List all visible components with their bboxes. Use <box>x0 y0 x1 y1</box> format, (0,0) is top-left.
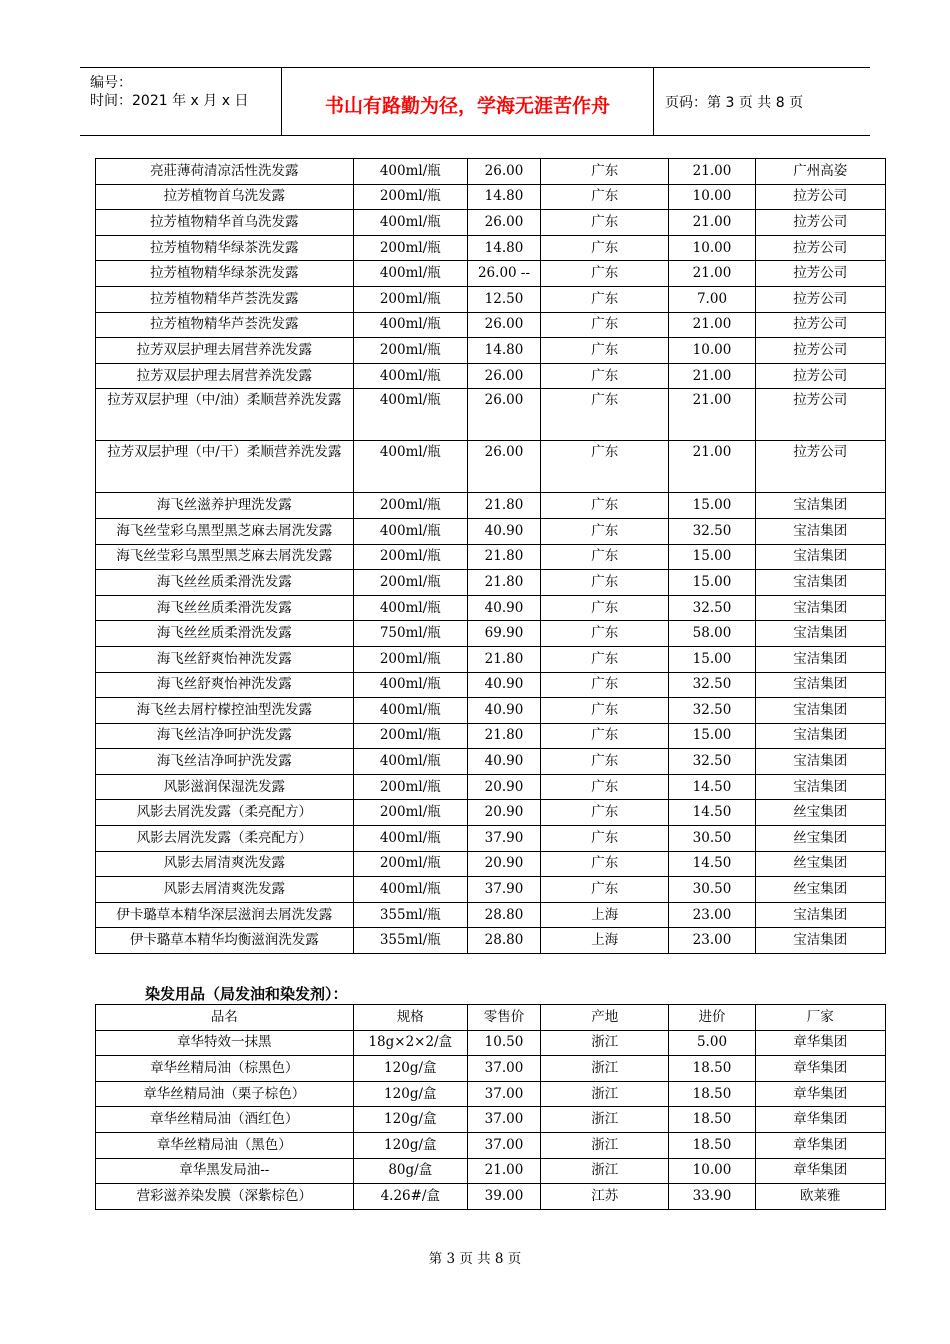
table-cell: 20.90 <box>467 800 540 826</box>
table-cell: 广东 <box>541 210 669 236</box>
table-cell: 章华丝精局油（栗子棕色） <box>96 1081 354 1107</box>
column-header: 规格 <box>353 1005 467 1031</box>
table-cell: 120g/盒 <box>353 1056 467 1082</box>
table-cell: 广东 <box>541 851 669 877</box>
table-cell: 21.80 <box>467 493 540 519</box>
table-row <box>96 184 886 210</box>
table-cell: 章华集团 <box>755 1081 885 1107</box>
table-cell: 58.00 <box>669 621 755 647</box>
section-title-hair-dye: 染发用品（局发油和染发剂）： <box>145 985 348 1003</box>
table-cell: 750ml/瓶 <box>353 621 467 647</box>
table-cell: 宝洁集团 <box>755 902 885 928</box>
table-cell: 26.00 <box>467 210 540 236</box>
table-cell: 宝洁集团 <box>755 646 885 672</box>
table-cell: 120g/盒 <box>353 1107 467 1133</box>
table-cell: 400ml/瓶 <box>353 159 467 185</box>
table-cell: 32.50 <box>669 698 755 724</box>
table-row <box>96 286 886 312</box>
table-cell: 海飞丝丝质柔滑洗发露 <box>96 595 354 621</box>
table-row <box>96 928 886 954</box>
table-cell: 14.80 <box>467 184 540 210</box>
table-row <box>96 595 886 621</box>
table-cell: 200ml/瓶 <box>353 851 467 877</box>
table-cell: 69.90 <box>467 621 540 647</box>
table-row <box>96 235 886 261</box>
table-cell: 37.00 <box>467 1081 540 1107</box>
table-cell: 风影滋润保湿洗发露 <box>96 774 354 800</box>
table-cell: 37.00 <box>467 1132 540 1158</box>
table-cell: 宝洁集团 <box>755 570 885 596</box>
table-cell: 浙江 <box>541 1107 669 1133</box>
table-cell: 丝宝集团 <box>755 851 885 877</box>
table-cell: 营彩滋养染发膜（深紫棕色） <box>96 1184 354 1210</box>
table-cell: 40.90 <box>467 595 540 621</box>
table-cell: 拉芳公司 <box>755 261 885 287</box>
table-cell: 26.00 <box>467 159 540 185</box>
table-cell: 风影去屑洗发露（柔亮配方） <box>96 800 354 826</box>
table-cell: 400ml/瓶 <box>353 389 467 441</box>
table-cell: 32.50 <box>669 595 755 621</box>
table-cell: 400ml/瓶 <box>353 672 467 698</box>
table-cell: 10.00 <box>669 338 755 364</box>
table-cell: 15.00 <box>669 646 755 672</box>
table-cell: 海飞丝洁净呵护洗发露 <box>96 749 354 775</box>
table-row <box>96 800 886 826</box>
column-header: 厂家 <box>755 1005 885 1031</box>
table-cell: 40.90 <box>467 749 540 775</box>
table-cell: 18g×2×2/盒 <box>353 1030 467 1056</box>
table-cell: 宝洁集团 <box>755 672 885 698</box>
table-cell: 广东 <box>541 363 669 389</box>
table-cell: 40.90 <box>467 518 540 544</box>
table-cell: 400ml/瓶 <box>353 261 467 287</box>
table-cell: 33.90 <box>669 1184 755 1210</box>
table-cell: 400ml/瓶 <box>353 441 467 493</box>
table-cell: 宝洁集团 <box>755 595 885 621</box>
table-cell: 32.50 <box>669 518 755 544</box>
table-cell: 海飞丝洁净呵护洗发露 <box>96 723 354 749</box>
table-cell: 200ml/瓶 <box>353 646 467 672</box>
table-cell: 浙江 <box>541 1132 669 1158</box>
table-row <box>96 1132 886 1158</box>
table-cell: 上海 <box>541 928 669 954</box>
time-label: 时间：2021 年 x 月 x 日 <box>90 93 249 109</box>
table-cell: 江苏 <box>541 1184 669 1210</box>
table-cell: 风影去屑清爽洗发露 <box>96 851 354 877</box>
table-cell: 21.80 <box>467 646 540 672</box>
table-cell: 宝洁集团 <box>755 621 885 647</box>
table-cell: 丝宝集团 <box>755 826 885 852</box>
table-cell: 拉芳植物首乌洗发露 <box>96 184 354 210</box>
table-cell: 章华特效一抹黑 <box>96 1030 354 1056</box>
table-row <box>96 646 886 672</box>
table-cell: 拉芳公司 <box>755 286 885 312</box>
table-cell: 37.00 <box>467 1056 540 1082</box>
table-cell: 章华集团 <box>755 1030 885 1056</box>
table-row <box>96 1107 886 1133</box>
table-cell: 章华丝精局油（黑色） <box>96 1132 354 1158</box>
table-cell: 355ml/瓶 <box>353 902 467 928</box>
table-cell: 21.00 <box>467 1158 540 1184</box>
table-row <box>96 1056 886 1082</box>
table-cell: 广东 <box>541 544 669 570</box>
table-cell: 浙江 <box>541 1081 669 1107</box>
table-cell: 10.00 <box>669 235 755 261</box>
table-cell: 20.90 <box>467 851 540 877</box>
table-cell: 14.50 <box>669 851 755 877</box>
table-cell: 21.80 <box>467 544 540 570</box>
table-cell: 355ml/瓶 <box>353 928 467 954</box>
table-cell: 200ml/瓶 <box>353 774 467 800</box>
table-cell: 广州高姿 <box>755 159 885 185</box>
table-cell: 海飞丝莹彩乌黑型黑芝麻去屑洗发露 <box>96 544 354 570</box>
table-cell: 广东 <box>541 518 669 544</box>
table-cell: 章华集团 <box>755 1107 885 1133</box>
table-cell: 广东 <box>541 774 669 800</box>
table-cell: 海飞丝舒爽怡神洗发露 <box>96 672 354 698</box>
table-cell: 200ml/瓶 <box>353 286 467 312</box>
table-cell: 15.00 <box>669 570 755 596</box>
table-cell: 400ml/瓶 <box>353 877 467 903</box>
table-cell: 拉芳双层护理（中/油）柔顺营养洗发露 <box>96 389 354 441</box>
table-cell: 14.50 <box>669 774 755 800</box>
table-cell: 30.50 <box>669 877 755 903</box>
table-cell: 15.00 <box>669 493 755 519</box>
table-row <box>96 1030 886 1056</box>
table-cell: 风影去屑清爽洗发露 <box>96 877 354 903</box>
table-cell: 120g/盒 <box>353 1081 467 1107</box>
table-cell: 风影去屑洗发露（柔亮配方） <box>96 826 354 852</box>
table-cell: 26.00 <box>467 441 540 493</box>
table-row <box>96 1184 886 1210</box>
column-header: 品名 <box>96 1005 354 1031</box>
table-cell: 章华丝精局油（酒红色） <box>96 1107 354 1133</box>
table-cell: 4.26#/盒 <box>353 1184 467 1210</box>
table-cell: 拉芳植物精华绿茶洗发露 <box>96 235 354 261</box>
table-cell: 广东 <box>541 595 669 621</box>
table-cell: 宝洁集团 <box>755 774 885 800</box>
table-cell: 广东 <box>541 441 669 493</box>
table-cell: 37.90 <box>467 877 540 903</box>
table-row <box>96 723 886 749</box>
table-cell: 200ml/瓶 <box>353 723 467 749</box>
table-cell: 广东 <box>541 570 669 596</box>
table-row <box>96 338 886 364</box>
table-cell: 宝洁集团 <box>755 518 885 544</box>
table-cell: 海飞丝去屑柠檬控油型洗发露 <box>96 698 354 724</box>
table-cell: 广东 <box>541 493 669 519</box>
table-cell: 广东 <box>541 723 669 749</box>
table-cell: 拉芳公司 <box>755 338 885 364</box>
table-cell: 拉芳双层护理去屑营养洗发露 <box>96 338 354 364</box>
table-cell: 21.00 <box>669 389 755 441</box>
table-cell: 伊卡璐草本精华均衡滋润洗发露 <box>96 928 354 954</box>
table-cell: 15.00 <box>669 544 755 570</box>
table-cell: 丝宝集团 <box>755 800 885 826</box>
table-cell: 28.80 <box>467 928 540 954</box>
table-cell: 广东 <box>541 235 669 261</box>
column-header: 进价 <box>669 1005 755 1031</box>
table-cell: 18.50 <box>669 1107 755 1133</box>
table-cell: 200ml/瓶 <box>353 493 467 519</box>
table-cell: 宝洁集团 <box>755 928 885 954</box>
table-cell: 28.80 <box>467 902 540 928</box>
table-cell: 广东 <box>541 286 669 312</box>
shampoo-price-table <box>95 158 886 954</box>
table-cell: 广东 <box>541 184 669 210</box>
table-cell: 宝洁集团 <box>755 544 885 570</box>
table-cell: 拉芳双层护理（中/干）柔顺营养洗发露 <box>96 441 354 493</box>
table-cell: 23.00 <box>669 928 755 954</box>
table-cell: 广东 <box>541 672 669 698</box>
table-row <box>96 570 886 596</box>
table-cell: 21.00 <box>669 261 755 287</box>
table-cell: 14.80 <box>467 235 540 261</box>
table-cell: 21.00 <box>669 210 755 236</box>
table-cell: 80g/盒 <box>353 1158 467 1184</box>
table-row <box>96 672 886 698</box>
table-cell: 广东 <box>541 877 669 903</box>
table-row <box>96 312 886 338</box>
table-cell: 宝洁集团 <box>755 493 885 519</box>
table-cell: 7.00 <box>669 286 755 312</box>
table-cell: 200ml/瓶 <box>353 570 467 596</box>
table-cell: 14.80 <box>467 338 540 364</box>
table-cell: 广东 <box>541 646 669 672</box>
table-row <box>96 363 886 389</box>
header-page-label: 页码：第 3 页 共 8 页 <box>665 95 804 111</box>
header-motto: 书山有路勤为径，学海无涯苦作舟 <box>282 68 654 135</box>
table-cell: 32.50 <box>669 749 755 775</box>
table-cell: 拉芳公司 <box>755 210 885 236</box>
table-cell: 37.90 <box>467 826 540 852</box>
table-cell: 400ml/瓶 <box>353 518 467 544</box>
table-cell: 21.00 <box>669 312 755 338</box>
table-cell: 广东 <box>541 338 669 364</box>
table-row <box>96 698 886 724</box>
table-cell: 200ml/瓶 <box>353 800 467 826</box>
table-cell: 宝洁集团 <box>755 698 885 724</box>
table-cell: 章华集团 <box>755 1056 885 1082</box>
page-footer: 第 3 页 共 8 页 <box>428 1251 522 1267</box>
table-row <box>96 441 886 493</box>
table-cell: 400ml/瓶 <box>353 826 467 852</box>
table-cell: 200ml/瓶 <box>353 184 467 210</box>
table-row <box>96 493 886 519</box>
table-cell: 丝宝集团 <box>755 877 885 903</box>
table-cell: 21.00 <box>669 363 755 389</box>
table-row <box>96 877 886 903</box>
table-row <box>96 261 886 287</box>
table-cell: 海飞丝丝质柔滑洗发露 <box>96 621 354 647</box>
table-cell: 拉芳公司 <box>755 441 885 493</box>
table-cell: 章华黑发局油-- <box>96 1158 354 1184</box>
table-row <box>96 1158 886 1184</box>
table-cell: 400ml/瓶 <box>353 595 467 621</box>
table-header-row <box>96 1005 886 1031</box>
table-cell: 21.80 <box>467 723 540 749</box>
table-row <box>96 159 886 185</box>
table-cell: 200ml/瓶 <box>353 338 467 364</box>
table-cell: 21.00 <box>669 441 755 493</box>
table-cell: 14.50 <box>669 800 755 826</box>
table-cell: 广东 <box>541 621 669 647</box>
table-cell: 26.00 <box>467 312 540 338</box>
table-cell: 广东 <box>541 698 669 724</box>
table-cell: 400ml/瓶 <box>353 210 467 236</box>
table-row <box>96 902 886 928</box>
table-cell: 200ml/瓶 <box>353 544 467 570</box>
table-cell: 40.90 <box>467 672 540 698</box>
table-cell: 海飞丝莹彩乌黑型黑芝麻去屑洗发露 <box>96 518 354 544</box>
table-cell: 浙江 <box>541 1056 669 1082</box>
table-row <box>96 389 886 441</box>
table-cell: 章华集团 <box>755 1158 885 1184</box>
table-cell: 拉芳植物精华绿茶洗发露 <box>96 261 354 287</box>
table-cell: 120g/盒 <box>353 1132 467 1158</box>
table-cell: 拉芳公司 <box>755 184 885 210</box>
table-row <box>96 774 886 800</box>
table-cell: 章华丝精局油（棕黑色） <box>96 1056 354 1082</box>
table-row <box>96 851 886 877</box>
table-cell: 广东 <box>541 261 669 287</box>
column-header: 产地 <box>541 1005 669 1031</box>
table-cell: 10.00 <box>669 184 755 210</box>
table-cell: 拉芳植物精华首乌洗发露 <box>96 210 354 236</box>
table-cell: 拉芳植物精华芦荟洗发露 <box>96 286 354 312</box>
table-cell: 宝洁集团 <box>755 749 885 775</box>
table-cell: 广东 <box>541 389 669 441</box>
header-meta <box>80 68 282 135</box>
table-cell: 欧莱雅 <box>755 1184 885 1210</box>
table-cell: 39.00 <box>467 1184 540 1210</box>
table-cell: 上海 <box>541 902 669 928</box>
page-header <box>80 67 870 136</box>
table-cell: 400ml/瓶 <box>353 698 467 724</box>
table-cell: 拉芳双层护理去屑营养洗发露 <box>96 363 354 389</box>
table-cell: 32.50 <box>669 672 755 698</box>
table-cell: 26.00 <box>467 363 540 389</box>
table-cell: 宝洁集团 <box>755 723 885 749</box>
table-cell: 亮莊薄荷清凉活性洗发露 <box>96 159 354 185</box>
table-cell: 5.00 <box>669 1030 755 1056</box>
table-cell: 浙江 <box>541 1030 669 1056</box>
table-cell: 广东 <box>541 800 669 826</box>
table-cell: 拉芳公司 <box>755 235 885 261</box>
table-cell: 浙江 <box>541 1158 669 1184</box>
table-cell: 40.90 <box>467 698 540 724</box>
table-cell: 广东 <box>541 159 669 185</box>
table-row <box>96 544 886 570</box>
table-cell: 30.50 <box>669 826 755 852</box>
table-row <box>96 518 886 544</box>
table-cell: 拉芳公司 <box>755 312 885 338</box>
table-row <box>96 749 886 775</box>
table-row <box>96 210 886 236</box>
table-cell: 37.00 <box>467 1107 540 1133</box>
table-row <box>96 621 886 647</box>
table-cell: 拉芳植物精华芦荟洗发露 <box>96 312 354 338</box>
number-label: 编号： <box>90 75 132 91</box>
table-cell: 18.50 <box>669 1081 755 1107</box>
table-cell: 15.00 <box>669 723 755 749</box>
table-cell: 21.00 <box>669 159 755 185</box>
table-cell: 400ml/瓶 <box>353 749 467 775</box>
table-cell: 广东 <box>541 312 669 338</box>
table-cell: 伊卡璐草本精华深层滋润去屑洗发露 <box>96 902 354 928</box>
table-cell: 12.50 <box>467 286 540 312</box>
table-cell: 18.50 <box>669 1056 755 1082</box>
table-row <box>96 1081 886 1107</box>
column-header: 零售价 <box>467 1005 540 1031</box>
table-cell: 10.50 <box>467 1030 540 1056</box>
table-row <box>96 826 886 852</box>
table-cell: 21.80 <box>467 570 540 596</box>
table-cell: 400ml/瓶 <box>353 363 467 389</box>
table-cell: 26.00 <box>467 389 540 441</box>
table-cell: 广东 <box>541 826 669 852</box>
table-cell: 26.00 -- <box>467 261 540 287</box>
table-cell: 400ml/瓶 <box>353 312 467 338</box>
table-cell: 海飞丝滋养护理洗发露 <box>96 493 354 519</box>
table-cell: 23.00 <box>669 902 755 928</box>
table-cell: 20.90 <box>467 774 540 800</box>
table-cell: 拉芳公司 <box>755 363 885 389</box>
table-cell: 海飞丝舒爽怡神洗发露 <box>96 646 354 672</box>
table-cell: 18.50 <box>669 1132 755 1158</box>
table-cell: 10.00 <box>669 1158 755 1184</box>
table-cell: 海飞丝丝质柔滑洗发露 <box>96 570 354 596</box>
table-cell: 200ml/瓶 <box>353 235 467 261</box>
table-cell: 广东 <box>541 749 669 775</box>
hair-dye-price-table <box>95 1004 886 1210</box>
table-cell: 拉芳公司 <box>755 389 885 441</box>
table-cell: 章华集团 <box>755 1132 885 1158</box>
